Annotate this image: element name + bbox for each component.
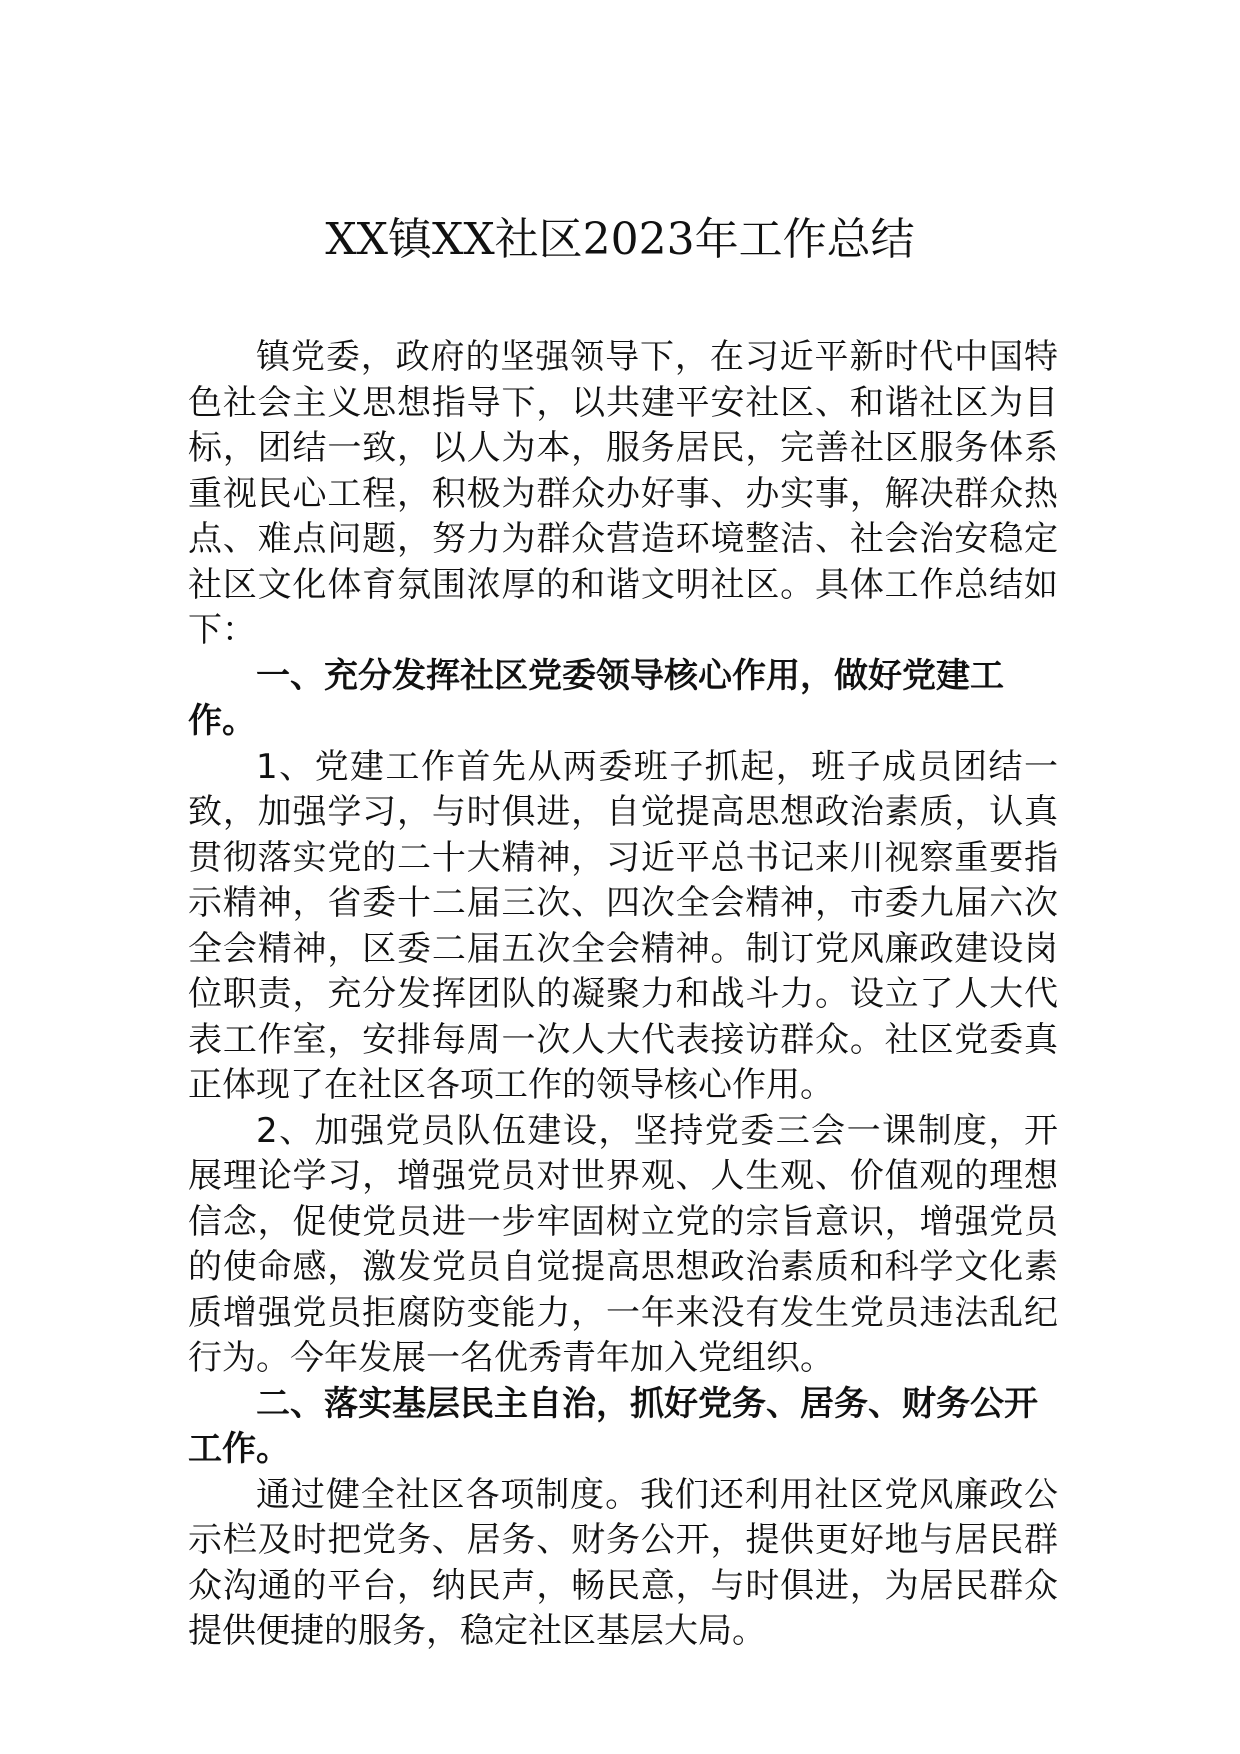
section-2-heading: 二、落实基层民主自治，抓好党务、居务、财务公开工作。 — [188, 1383, 1038, 1469]
document-title: XX镇XX社区2023年工作总结 — [325, 214, 915, 265]
section-2-body: 通过健全社区各项制度。我们还利用社区党风廉政公示栏及时把党务、居务、财务公开，提供更好地与居民群众沟通的平台，纳民声，畅民意，与时俱进，为居民群众提供便捷的服务，稳定社区基层大局。 — [188, 1474, 1058, 1651]
document-body — [188, 335, 1058, 1655]
section-1-item-1: 1、党建工作首先从两委班子抓起，班子成员团结一致，加强学习，与时俱进，自觉提高思想政治素质，认真贯彻落实党的二十大精神，习近平总书记来川视察重要指示精神，省委十二届三次、四次全会精神，市委九届六次全会精神，区委二届五次全会精神。制订党风廉政建设岗位职责，充分发挥团队的凝聚力和战斗力。设立了人大代表工作室，安排每周一次人大代表接访群众。社区党委真正体现了在社区各项工作的领导核心作用。 — [188, 746, 1058, 1105]
section-1-item-2: 2、加强党员队伍建设，坚持党委三会一课制度，开展理论学习，增强党员对世界观、人生观、价值观的理想信念，促使党员进一步牢固树立党的宗旨意识，增强党员的使命感，激发党员自觉提高思想政治素质和科学文化素质增强党员拒腐防变能力，一年来没有发生党员违法乱纪行为。今年发展一名优秀青年加入党组织。 — [188, 1110, 1058, 1378]
section-1-heading: 一、充分发挥社区党委领导核心作用，做好党建工作。 — [188, 655, 1004, 741]
intro-paragraph: 镇党委，政府的坚强领导下，在习近平新时代中国特色社会主义思想指导下，以共建平安社区、和谐社区为目标，团结一致，以人为本，服务居民，完善社区服务体系重视民心工程，积极为群众办好事、办实事，解决群众热点、难点问题，努力为群众营造环境整洁、社会治安稳定社区文化体育氛围浓厚的和谐文明社区。具体工作总结如下： — [188, 337, 1058, 650]
